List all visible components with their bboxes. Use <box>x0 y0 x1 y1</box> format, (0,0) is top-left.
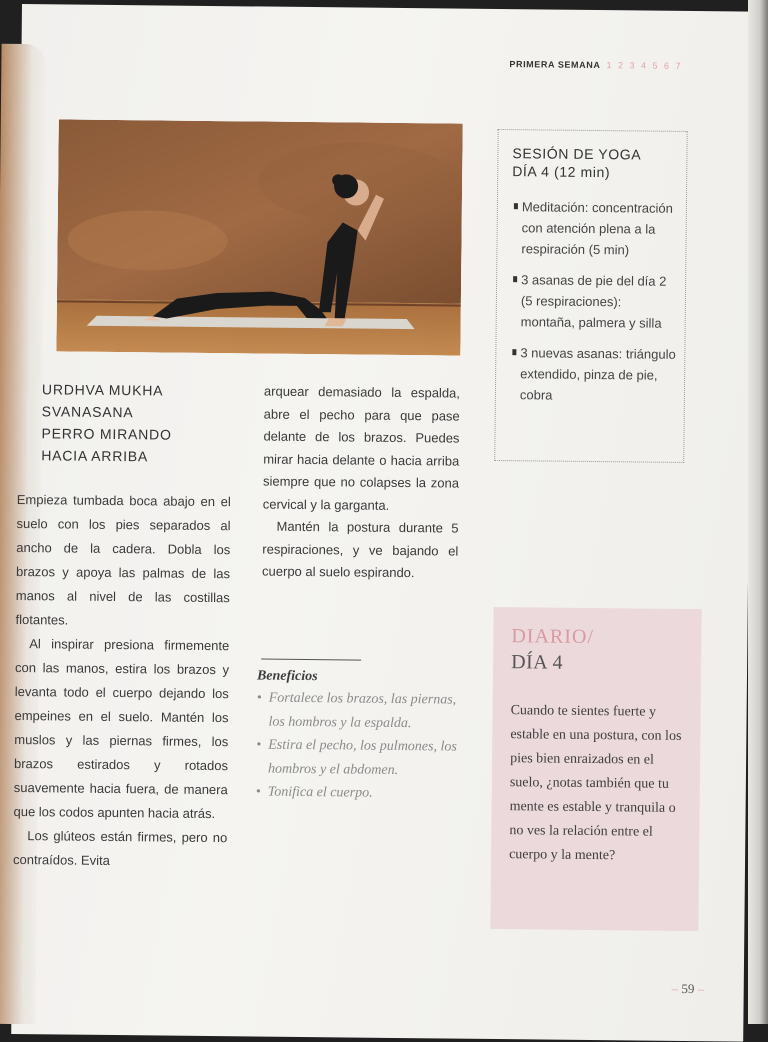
pose-title-line: HACIA ARRIBA <box>41 447 149 465</box>
running-head-label: PRIMERA SEMANA <box>509 59 601 71</box>
book-page <box>11 4 754 1042</box>
session-item: 3 nuevas asanas: triángulo extendido, pinza de pie, cobra <box>512 342 677 407</box>
benefit-item: • Tonifica el cuerpo. <box>254 780 460 806</box>
pose-title-line: SVANASANA <box>41 403 134 421</box>
running-head <box>509 59 682 71</box>
body-column-left <box>13 488 231 874</box>
session-item: Meditación: concentración con atención plena a la respiración (5 min) <box>513 196 678 261</box>
benefits-title: Beneficios <box>256 668 318 685</box>
journal-text: Cuando te sientes fuerte y estable en una postura, con los pies bien enraizados en el suelo, ¿notas también que tu mente es estable y tranquila o no ves la relación entre el cuerpo y la mente? <box>509 703 682 864</box>
page-number-value: 59 <box>681 980 695 997</box>
session-title-line1: SESIÓN DE YOGA <box>512 145 642 163</box>
journal-day: DÍA 4 <box>511 651 564 674</box>
pose-title-line: PERRO MIRANDO <box>41 425 172 443</box>
session-list <box>512 196 678 417</box>
benefits-list <box>254 686 461 806</box>
benefits-section <box>254 668 461 806</box>
page-number: – 59 – <box>671 980 705 997</box>
benefit-item: • Estira el pecho, los pulmones, los hombros y el abdomen. <box>254 733 460 782</box>
benefits-divider <box>261 659 361 661</box>
journal-label <box>511 625 594 649</box>
benefit-item: • Fortalece los brazos, las piernas, los hombros y la espalda. <box>254 686 460 735</box>
body-column-middle <box>262 381 460 586</box>
body-paragraph: Los glúteos están firmes, pero no contraídos. Evita <box>12 828 228 868</box>
body-paragraph: Empieza tumbada boca abajo en el suelo con los pies separados al ancho de la cadera. Dobla los brazos y apoya las palmas de las manos al nivel de las costillas flotantes. <box>15 491 231 628</box>
pose-title-line: URDHVA MUKHA <box>41 381 164 399</box>
journal-label-slash: / <box>587 625 595 649</box>
pose-title <box>41 378 242 468</box>
session-title <box>512 144 641 181</box>
body-paragraph: arquear demasiado la espalda, abre el pecho para que pase delante de los brazos. Puedes mirar hacia delante o hacia arriba siempre que no colapses la zona cervical y la garganta. <box>262 383 461 513</box>
body-paragraph: Mantén la postura durante 5 respiraciones, y ve bajando el cuerpo al suelo espirando. <box>261 518 459 581</box>
week-numbers: 1 2 3 4 5 6 7 <box>606 60 683 71</box>
journal-label-text: DIARIO <box>511 625 588 648</box>
session-item: 3 asanas de pie del día 2 (5 respiraciones): montaña, palmera y silla <box>513 269 678 334</box>
book-edge <box>748 0 768 1024</box>
session-title-line2: DÍA 4 (12 min) <box>512 163 611 181</box>
session-box <box>494 129 687 463</box>
journal-box <box>490 607 701 931</box>
yoga-photo <box>56 119 462 355</box>
body-paragraph: Al inspirar presiona firmemente con las manos, estira los brazos y levanta todo el cuerpo dejando los empeines en el suelo. Mantén los muslos y las piernas firmes, los brazos estirados y rotados suavemente hacia fuera, de manera que los codos apunten hacia atrás. <box>13 636 230 822</box>
